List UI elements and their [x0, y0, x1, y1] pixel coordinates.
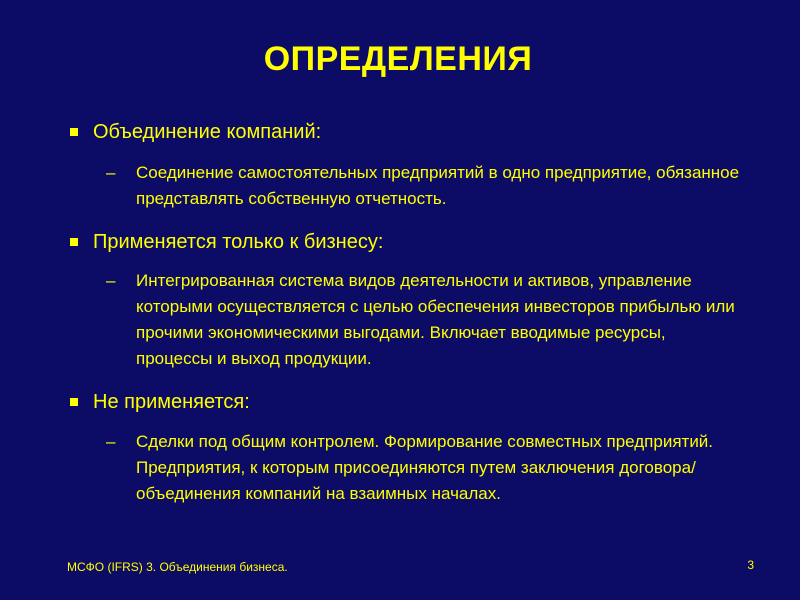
square-bullet-icon	[70, 238, 78, 246]
dash-marker: –	[106, 271, 116, 290]
slide-footer: МСФО (IFRS) 3. Объединения бизнеса.	[67, 560, 288, 574]
slide-title: ОПРЕДЕЛЕНИЯ	[263, 40, 533, 78]
square-bullet-icon	[70, 398, 78, 406]
bullet-heading: Применяется только к бизнесу:	[93, 231, 384, 253]
bullet-heading: Объединение компаний:	[93, 121, 322, 143]
square-bullet-icon	[70, 128, 78, 136]
page-number: 3	[747, 558, 754, 572]
dash-marker: –	[106, 163, 116, 182]
dash-marker: –	[106, 432, 116, 451]
bullet-heading: Не применяется:	[93, 391, 250, 413]
sub-item-text: Соединение самостоятельных предприятий в одно предприятие, обязанное представлять собственную отчетность.	[136, 163, 740, 208]
sub-item-text: Интегрированная система видов деятельности и активов, управление которыми осуществляется с целью обеспечения инвесторов прибылью или прочими экономическими выгодами. Включает вводимые ресурсы, процессы и выход продукции.	[136, 271, 735, 368]
sub-item-text: Сделки под общим контролем. Формирование совместных предприятий. Предприятия, к которым присоединяются путем заключения договора/объединения компаний на взаимных началах.	[136, 432, 714, 503]
